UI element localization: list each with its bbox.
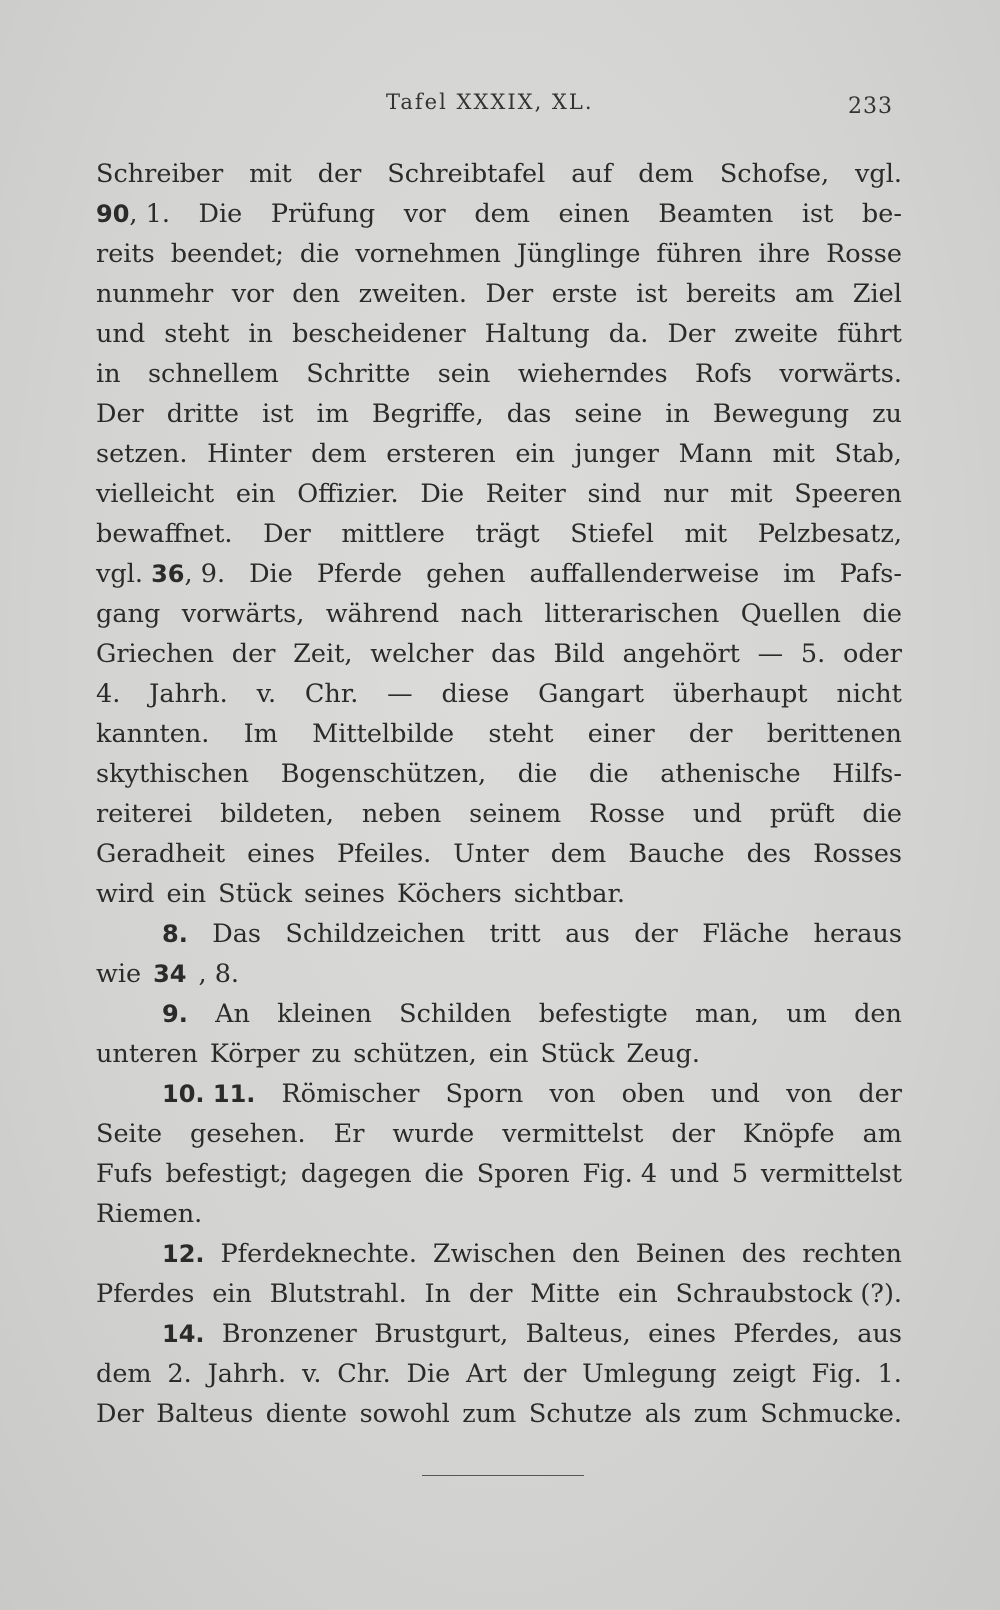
word: 4. [96, 679, 121, 709]
word: sichtbar. [513, 879, 625, 909]
word: Sporen [476, 1159, 570, 1189]
word: der [671, 1119, 715, 1149]
word: In [424, 1279, 452, 1309]
word: nur [663, 479, 709, 509]
word: — [387, 679, 413, 709]
word: gesehen. [190, 1119, 306, 1149]
word: zu [311, 1039, 342, 1069]
word: 9. [162, 1000, 188, 1028]
word: Die [198, 199, 243, 229]
word: 2. [167, 1359, 192, 1389]
text-line [96, 1234, 902, 1274]
word: Bogenschützen, [280, 759, 487, 789]
word: Stück [540, 1039, 615, 1069]
word: der [468, 1279, 513, 1309]
word: litterarischen [544, 599, 720, 629]
page-header [0, 86, 1000, 126]
word: Schutze [528, 1399, 633, 1429]
word: Sporn [445, 1079, 524, 1109]
word: der [634, 919, 678, 949]
word: Schmucke. [760, 1399, 902, 1429]
word: wieherndes [517, 359, 668, 389]
text-line [96, 1194, 902, 1234]
word: Riemen. [96, 1199, 203, 1229]
text-line [96, 1154, 902, 1194]
word: reits [96, 239, 155, 269]
word: vorwärts, [181, 599, 305, 629]
word: Chr. [304, 679, 359, 709]
text-line [96, 714, 902, 754]
word: Gangart [538, 679, 645, 709]
word: Römischer [281, 1079, 420, 1109]
word: Bewegung [712, 399, 850, 429]
word: der [231, 639, 276, 669]
word: Pferdeknechte. [220, 1239, 417, 1269]
word: 14. [162, 1320, 205, 1348]
word: Er [333, 1119, 365, 1149]
word: Pelzbesatz, [757, 519, 902, 549]
word: die [588, 759, 629, 789]
word: ist [636, 279, 668, 309]
word: 1. [877, 1359, 902, 1389]
word: zu [872, 399, 902, 429]
word: Umlegung [582, 1359, 717, 1389]
word: bewaffnet. [96, 519, 233, 549]
text-line [96, 794, 902, 834]
word: tritt [489, 919, 541, 949]
word: vornehmen [355, 239, 501, 269]
word: ein [235, 479, 276, 509]
word: Fufs [96, 1159, 153, 1189]
word: kannten. [96, 719, 210, 749]
text-line [96, 914, 902, 954]
word: der [317, 159, 362, 189]
text-line [96, 1034, 902, 1074]
word: Beamten [658, 199, 774, 229]
word: 90, 1. [96, 199, 170, 229]
word: Chr. [337, 1359, 391, 1389]
word: des [741, 1239, 787, 1269]
word: Hinter [207, 439, 292, 469]
word: das [491, 639, 536, 669]
word: Das [212, 919, 261, 949]
word: Der [263, 519, 311, 549]
word: Blutstrahl. [269, 1279, 407, 1309]
word: den [571, 1239, 620, 1269]
word: welcher [370, 639, 474, 669]
word: Zeit, [293, 639, 353, 669]
word: Begriffe, [371, 399, 484, 429]
footer-rule [422, 1475, 584, 1476]
word: Der [96, 399, 144, 429]
word: Schraubstock (?). [675, 1279, 902, 1309]
word: oben [621, 1079, 685, 1109]
word: ein [212, 1279, 252, 1309]
text-line [96, 994, 902, 1034]
word: Körper [209, 1039, 300, 1069]
word: zweite [734, 319, 819, 349]
word: oder [843, 639, 902, 669]
word: — [757, 639, 784, 669]
word: 5. [800, 639, 826, 669]
word: dem [638, 159, 694, 189]
word: auffallenderweise [529, 559, 760, 589]
word: vorwärts. [779, 359, 902, 389]
word: Art [466, 1359, 507, 1389]
word: und [692, 799, 742, 829]
text-line [96, 194, 902, 234]
word: zeigt [732, 1359, 796, 1389]
word: in [96, 359, 121, 389]
text-line [96, 274, 902, 314]
text-line [96, 1354, 902, 1394]
word: gehen [426, 559, 506, 589]
word: befestigt; [165, 1159, 289, 1189]
word: dem [474, 199, 530, 229]
text-line [96, 554, 902, 594]
word: skythischen [96, 759, 250, 789]
text-line [96, 594, 902, 634]
word: Der [96, 1399, 144, 1429]
word: vermittelst [502, 1119, 644, 1149]
word: sein [437, 359, 491, 389]
word: Bauche [628, 839, 725, 869]
word: be- [861, 199, 902, 229]
word: Mitte [530, 1279, 601, 1309]
word: ihre [758, 239, 811, 269]
word: auf [571, 159, 613, 189]
word: Pfeiles. [336, 839, 432, 869]
word: von [549, 1079, 596, 1109]
word: ein [515, 439, 555, 469]
word: mittlere [341, 519, 445, 549]
word: der [688, 719, 733, 749]
word: die [517, 759, 558, 789]
word: zum [693, 1399, 748, 1429]
word: mit [772, 439, 815, 469]
word: und [669, 1159, 720, 1189]
word: Schilden [399, 999, 512, 1029]
word: rechten [802, 1239, 902, 1269]
word: und [710, 1079, 760, 1109]
word: Pferdes, [733, 1319, 840, 1349]
word: dem [96, 1359, 152, 1389]
word: Die [249, 559, 293, 589]
word: im [316, 399, 349, 429]
word: im [783, 559, 816, 589]
word: einen [558, 199, 630, 229]
text-line [96, 1314, 902, 1354]
word: Schritte [306, 359, 411, 389]
word: Brustgurt, [374, 1319, 509, 1349]
word: athenische [660, 759, 801, 789]
word: ein [617, 1279, 658, 1309]
word: 8. [162, 920, 188, 948]
word: ist [801, 199, 834, 229]
text-line [96, 754, 902, 794]
word: die [862, 799, 902, 829]
word: steht [164, 319, 230, 349]
word: einer [587, 719, 655, 749]
word: Jahrh. [149, 679, 228, 709]
word: vielleicht [96, 479, 215, 509]
word: ein [488, 1039, 529, 1069]
text-line [96, 634, 902, 674]
word: Schofse, [719, 159, 830, 189]
word: da. [608, 319, 649, 349]
word: Rosses [813, 839, 902, 869]
word: eines [247, 839, 315, 869]
word: Fig. [811, 1359, 862, 1389]
word: mit [729, 479, 773, 509]
word: vgl. [855, 159, 902, 189]
word: Speeren [794, 479, 902, 509]
word: Stab, [834, 439, 902, 469]
word: in [248, 319, 273, 349]
word: überhaupt [672, 679, 808, 709]
word: Mittelbilde [312, 719, 455, 749]
word: die [862, 599, 902, 629]
word: Schreibtafel [387, 159, 546, 189]
word: 5 [731, 1159, 749, 1189]
body-text [96, 154, 902, 1434]
word: Ziel [852, 279, 902, 309]
word: ersteren [386, 439, 496, 469]
word: Griechen [96, 639, 215, 669]
word: Balteus, [525, 1319, 631, 1349]
text-line [96, 474, 902, 514]
word: heraus [813, 919, 902, 949]
word: neben [361, 799, 442, 829]
word: dem [550, 839, 607, 869]
word: prüft [769, 799, 835, 829]
word: Die [420, 479, 465, 509]
word: vor [403, 199, 446, 229]
word: Rosse [826, 239, 902, 269]
word: vor [231, 279, 274, 309]
text-line [96, 514, 902, 554]
word: und [96, 319, 146, 349]
word: wie [96, 959, 142, 989]
word: diente [265, 1399, 348, 1429]
word: Rosse [589, 799, 665, 829]
word: zum [462, 1399, 517, 1429]
word: Knöpfe [742, 1119, 835, 1149]
word: gang [96, 599, 161, 629]
word: Geradheit [96, 839, 226, 869]
word: eines [648, 1319, 716, 1349]
word: nicht [836, 679, 902, 709]
word: 12. [162, 1240, 205, 1268]
word: Bild [553, 639, 605, 669]
word: seinem [469, 799, 562, 829]
word: als [644, 1399, 682, 1429]
word: wird [96, 879, 155, 909]
word: zweiten. [358, 279, 467, 309]
word: v. [256, 679, 277, 709]
word: das [506, 399, 552, 429]
text-line [96, 154, 902, 194]
word: Haltung [484, 319, 590, 349]
word: kleinen [277, 999, 372, 1029]
word: junger [574, 439, 659, 469]
word: Mann [678, 439, 753, 469]
word: Zwischen [432, 1239, 556, 1269]
word: man, [695, 999, 759, 1029]
word: reiterei [96, 799, 193, 829]
word: des [746, 839, 792, 869]
word: Prüfung [270, 199, 376, 229]
word: angehört [622, 639, 740, 669]
word: sowohl [359, 1399, 450, 1429]
word: v. [301, 1359, 322, 1389]
word: Jünglinge [516, 239, 641, 269]
word: Seite [96, 1119, 163, 1149]
word: der [858, 1079, 902, 1109]
word: Fläche [702, 919, 790, 949]
word: seine [574, 399, 643, 429]
text-line [96, 1074, 902, 1114]
word: Die [406, 1359, 451, 1389]
word: Rofs [694, 359, 753, 389]
word: Pafs- [839, 559, 902, 589]
word: den [292, 279, 341, 309]
word: mit [684, 519, 728, 549]
text-line [96, 1394, 902, 1434]
word: dritte [166, 399, 240, 429]
word: Im [243, 719, 278, 749]
word: Quellen [740, 599, 841, 629]
word: Balteus [156, 1399, 254, 1429]
word: Schreiber [96, 159, 224, 189]
word: Der [485, 279, 534, 309]
word: Reiter [485, 479, 566, 509]
word: Offizier. [297, 479, 399, 509]
word: vgl. 36, 9. [96, 559, 226, 589]
word: sind [587, 479, 642, 509]
word: dagegen [300, 1159, 412, 1189]
text-line [96, 434, 902, 474]
word: führt [837, 319, 902, 349]
word: in [665, 399, 690, 429]
word: führen [656, 239, 743, 269]
word: wurde [392, 1119, 475, 1149]
word: von [786, 1079, 833, 1109]
word: befestigte [538, 999, 668, 1029]
text-line [96, 874, 902, 914]
word: 34 , 8. [153, 959, 240, 989]
word: berittenen [766, 719, 902, 749]
word: Zeug. [626, 1039, 700, 1069]
word: die [424, 1159, 464, 1189]
word: bescheidener [292, 319, 466, 349]
word: 10. 11. [162, 1080, 256, 1108]
word: nunmehr [96, 279, 214, 309]
word: seines [304, 879, 385, 909]
text-line [96, 314, 902, 354]
word: Bronzener [221, 1319, 357, 1349]
word: die [299, 239, 340, 269]
word: An [215, 999, 250, 1029]
word: bereits [686, 279, 777, 309]
word: schützen, [353, 1039, 477, 1069]
text-line [96, 674, 902, 714]
word: dem [311, 439, 367, 469]
word: Unter [453, 839, 529, 869]
word: aus [857, 1319, 902, 1349]
text-line [96, 954, 902, 994]
word: unteren [96, 1039, 198, 1069]
word: Stiefel [570, 519, 654, 549]
word: setzen. [96, 439, 188, 469]
word: Beinen [635, 1239, 726, 1269]
word: Der [667, 319, 716, 349]
word: am [794, 279, 835, 309]
word: nach [460, 599, 523, 629]
text-line [96, 234, 902, 274]
word: beendet; [170, 239, 284, 269]
text-line [96, 1274, 902, 1314]
page-number: 233 [848, 94, 893, 119]
word: schnellem [147, 359, 279, 389]
word: am [862, 1119, 902, 1149]
word: den [854, 999, 902, 1029]
word: steht [488, 719, 554, 749]
text-line [96, 354, 902, 394]
text-line [96, 834, 902, 874]
word: bildeten, [220, 799, 335, 829]
word: mit [249, 159, 292, 189]
word: Pferdes [96, 1279, 195, 1309]
word: ein [166, 879, 207, 909]
word: trägt [475, 519, 540, 549]
word: Hilfs- [832, 759, 902, 789]
word: vermittelst [760, 1159, 902, 1189]
word: diese [441, 679, 510, 709]
word: Fig. 4 [582, 1159, 658, 1189]
word: aus [565, 919, 610, 949]
word: Pferde [316, 559, 403, 589]
word: Schildzeichen [285, 919, 466, 949]
word: um [786, 999, 827, 1029]
word: ist [262, 399, 294, 429]
word: Jahrh. [207, 1359, 287, 1389]
running-head: Tafel XXXIX, XL. [386, 90, 594, 114]
text-line [96, 394, 902, 434]
word: der [522, 1359, 567, 1389]
word: Köchers [396, 879, 502, 909]
word: Stück [218, 879, 293, 909]
word: während [325, 599, 440, 629]
word: erste [551, 279, 618, 309]
text-line [96, 1114, 902, 1154]
